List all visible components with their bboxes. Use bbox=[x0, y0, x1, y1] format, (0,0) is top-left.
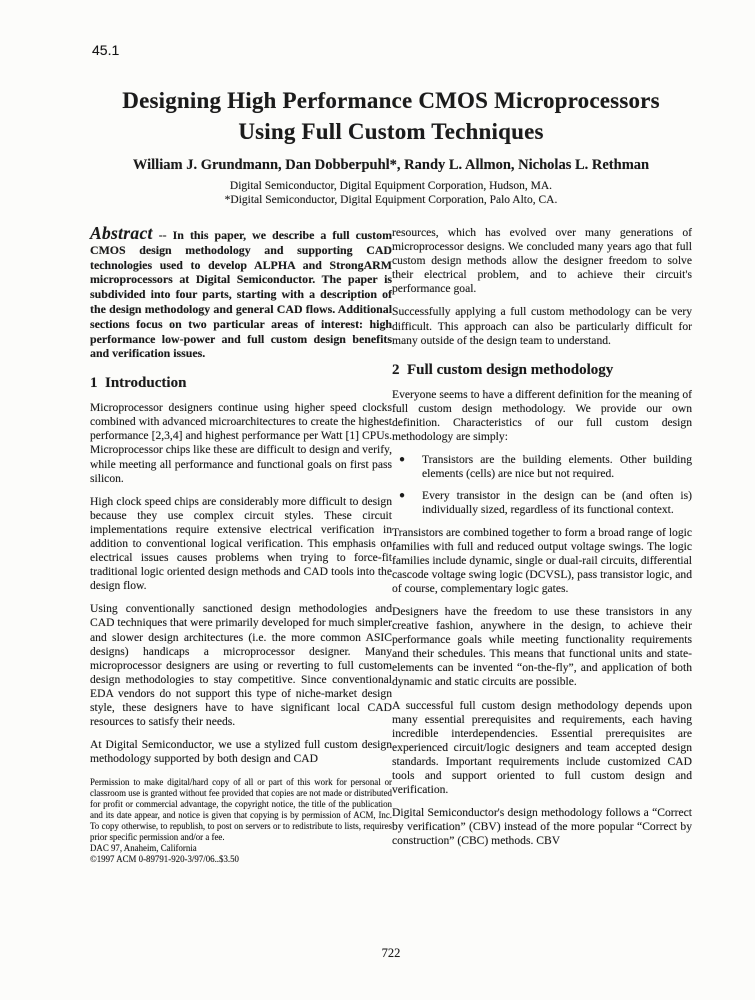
methodology-paragraph-2: Transistors are combined together to form a broad range of logic families with full and reduced output voltage swings. The logic families include dynamic, single or dual-rail circuits, differential cascode voltage swing logic (DCVSL), pass transistor logic, and of course, complementary logic gates. bbox=[392, 525, 692, 595]
methodology-intro-paragraph-2: Successfully applying a full custom methodology can be very difficult. This approach can also be particularly difficult for many outside of the design team to understand. bbox=[392, 305, 692, 347]
section-heading-full-custom-methodology: 2 Full custom design methodology bbox=[392, 361, 614, 378]
page-number: 722 bbox=[381, 946, 401, 960]
author-list: William J. Grundmann, Dan Dobberpuhl*, Randy L. Allmon, Nicholas L. Rethman bbox=[132, 157, 650, 173]
methodology-paragraph-4: A successful full custom design methodology depends upon many essential prerequisites and requirements, each having incredible interdependencies. Essential prerequisites are experienced circuit/logic designers and team accepted design standards. Important requirements include customized CAD tools and support oriented to full custom design and verification. bbox=[392, 698, 692, 797]
methodology-intro-paragraph-1: resources, which has evolved over many generations of microprocessor designs. We concluded many years ago that full custom design methods allow the designer freedom to solve their electrical problem, and to achieve their circuit's performance goal. bbox=[392, 226, 692, 296]
intro-paragraph-2: High clock speed chips are considerably more difficult to design because they use complex circuit styles. These circuit implementations require extensive electrical verification in addition to conventional logical verification. This emphasis on electrical issues causes problems when trying to force-fit traditional logic oriented design methods and CAD tools into the design flow. bbox=[90, 494, 392, 593]
bullet-icon: ● bbox=[399, 490, 406, 502]
intro-paragraph-1: Microprocessor designers continue using higher speed clocks combined with advanced microarchitectures to create the highest performance [2,3,4] and highest performance per Watt [1] CPUs. Microprocessor chips like these are difficult to design and verify, while meeting all performance and functional goals on first pass silicon. bbox=[90, 401, 392, 485]
bullet-text-transistor-sizing: Every transistor in the design can be (and often is) individually sized, regardless of its functional context. bbox=[422, 489, 692, 517]
bullet-item-building-elements bbox=[392, 453, 692, 481]
abstract-text: -- In this paper, we describe a full custom CMOS design methodology and supporting CAD technologies used to develop ALPHA and StrongARM microprocessors at Digital Semiconductor. The paper is subdivided into four parts, starting with a description of the design methodology and general CAD flows. Additional sections focus on two particular areas of interest: high performance low-power and full custom design benefits and verification issues. bbox=[90, 228, 392, 361]
affiliation-line2: *Digital Semiconductor, Digital Equipment Corporation, Palo Alto, CA. bbox=[224, 194, 558, 206]
methodology-paragraph-1: Everyone seems to have a different definition for the meaning of full custom design methodology. We provide our own definition. Characteristics of our full custom design methodology are simply: bbox=[392, 387, 692, 444]
session-number: 45.1 bbox=[92, 42, 120, 58]
intro-paragraph-3: Using conventionally sanctioned design methodologies and CAD techniques that were primarily developed for much simpler and slower design architectures (i.e. the more common ASIC designs) handicaps a microprocessor designer. Many microprocessor designers are using or reverting to full custom design methodologies to stay competitive. Since conventional EDA vendors do not support this type of niche-market design style, these designers have to have significant local CAD resources to satisfy their needs. bbox=[90, 602, 392, 729]
methodology-paragraph-3: Designers have the freedom to use these transistors in any creative fashion, anywhere in the design, to achieve their performance goals while meeting functionality requirements and their schedules. This means that functional units and state-elements can be invented “on-the-fly”, and application of both dynamic and static circuits are possible. bbox=[392, 604, 692, 689]
copyright-footnote bbox=[90, 777, 392, 864]
abstract-paragraph bbox=[90, 223, 392, 361]
right-column bbox=[392, 226, 692, 857]
paper-title-line1: Designing High Performance CMOS Microprocessors bbox=[122, 88, 660, 113]
footnote-copyright: ©1997 ACM 0-89791-920-3/97/06..$3.50 bbox=[90, 853, 239, 864]
intro-paragraph-4: At Digital Semiconductor, we use a stylized full custom design methodology supported by both design and CAD bbox=[90, 738, 392, 766]
affiliation-line1: Digital Semiconductor, Digital Equipment Corporation, Hudson, MA. bbox=[229, 180, 553, 192]
paper-title-line2: Using Full Custom Techniques bbox=[238, 119, 544, 144]
title-block bbox=[90, 85, 692, 207]
methodology-paragraph-5: Digital Semiconductor's design methodology follows a “Correct by verification” (CBV) instead of the more popular “Correct by construction” (CBC) methods. CBV bbox=[392, 806, 692, 848]
abstract-label: Abstract bbox=[90, 223, 153, 243]
footnote-venue: DAC 97, Anaheim, California bbox=[90, 842, 197, 853]
bullet-text-building-elements: Transistors are the building elements. Other building elements (cells) are nice but not required. bbox=[422, 453, 692, 481]
left-column bbox=[90, 223, 392, 865]
bullet-icon: ● bbox=[399, 454, 406, 466]
footnote-permission-text: Permission to make digital/hard copy of all or part of this work for personal or classroom use is granted without fee provided that copies are not made or distributed for profit or commercial advantage, the copyright notice, the title of the publication and its date appear, and notice is given that copying is by permission of ACM, Inc. To copy otherwise, to republish, to post on servers or to redistribute to lists, requires prior specific permission and/or a fee. bbox=[90, 777, 392, 842]
bullet-item-transistor-sizing bbox=[392, 489, 692, 517]
section-heading-introduction: 1 Introduction bbox=[90, 375, 187, 392]
